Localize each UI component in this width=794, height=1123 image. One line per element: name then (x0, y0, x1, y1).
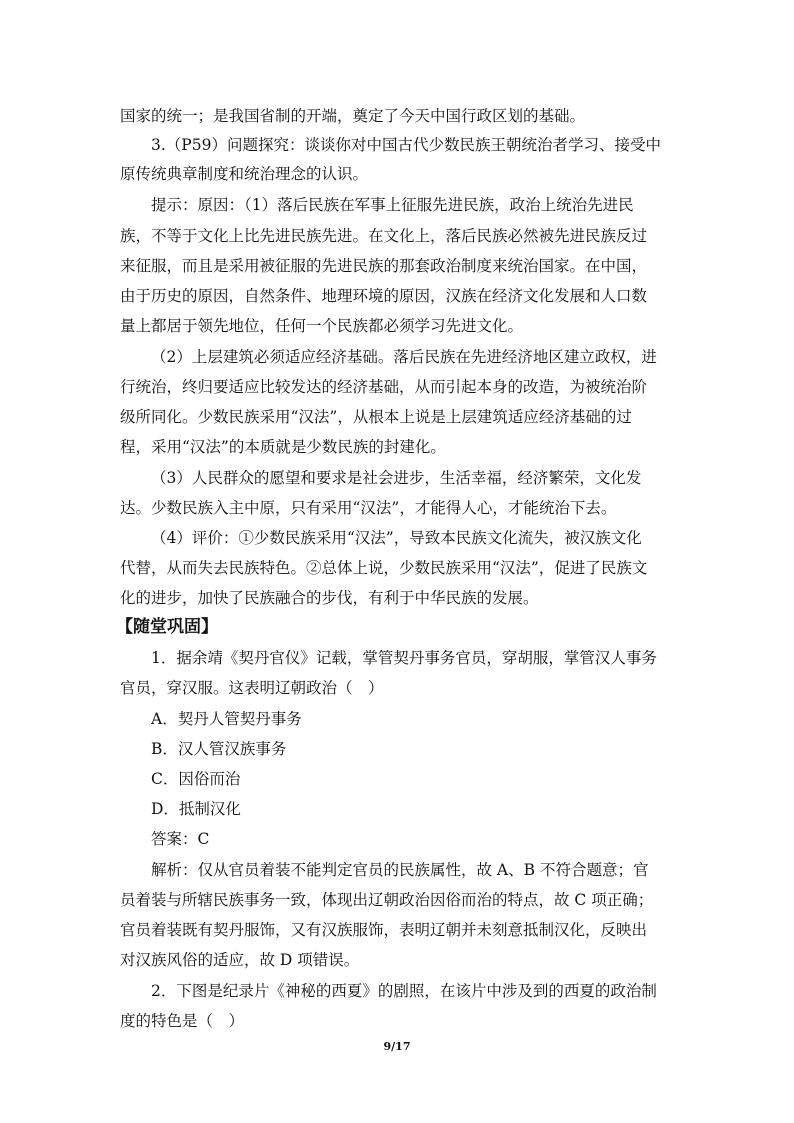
text-line: 行统治，终归要适应比较发达的经济基础，从而引起本身的改造，为被统治阶 (120, 378, 648, 396)
text-line: 化的进步，加快了民族融合的步伐，有利于中华民族的发展。 (120, 589, 539, 607)
text-line: 对汉族风俗的适应，故 D 项错误。 (120, 951, 360, 969)
point-4: （4）评价：①少数民族采用“汉法”，导致本民族文化流失，被汉族文化 (151, 529, 642, 547)
text-line: 原传统典章制度和统治理念的认识。 (120, 165, 369, 183)
text-line: 度的特色是（ ） (120, 1012, 245, 1030)
option-b: B．汉人管汉族事务 (151, 740, 287, 758)
question-2: 2．下图是纪录片《神秘的西夏》的剧照，在该片中涉及到的西夏的政治制 (151, 982, 657, 1000)
text-line: 官员着装既有契丹服饰，又有汉族服饰，表明辽朝并未刻意抵制汉化，反映出 (120, 921, 648, 939)
text-line: 官员，穿汉服。这表明辽朝政治（ ） (120, 679, 384, 697)
text-line: 达。少数民族入主中原，只有采用“汉法”，才能得人心，才能统治下去。 (120, 499, 617, 517)
hint-paragraph: 提示：原因：（1）落后民族在军事上征服先进民族，政治上统治先进民 (151, 196, 634, 214)
question-1: 1．据余靖《契丹官仪》记载，掌管契丹事务官员，穿胡服，掌管汉人事务 (151, 649, 657, 667)
text-line: 程，采用“汉法”的本质就是少数民族的封建化。 (120, 438, 446, 456)
question-3: 3.（P59）问题探究：谈谈你对中国古代少数民族王朝统治者学习、接受中 (151, 136, 661, 154)
text-line: 国家的统一；是我国省制的开端，奠定了今天中国行政区划的基础。 (120, 107, 586, 125)
point-2: （2）上层建筑必须适应经济基础。落后民族在先进经济地区建立政权，进 (151, 348, 657, 366)
option-a: A．契丹人管契丹事务 (151, 710, 302, 728)
option-c: C．因俗而治 (151, 770, 241, 788)
text-line: 级所同化。少数民族采用“汉法”，从根本上说是上层建筑适应经济基础的过 (120, 408, 632, 426)
section-heading: 【随堂巩固】 (116, 617, 218, 637)
text-line: 量上都居于领先地位，任何一个民族都必须学习先进文化。 (120, 317, 524, 335)
answer: 答案：C (151, 830, 210, 848)
text-line: 来征服，而且是采用被征服的先进民族的那套政治制度来统治国家。在中国， (120, 257, 648, 275)
text-line: 代替，从而失去民族特色。②总体上说，少数民族采用“汉法”，促进了民族文 (120, 559, 648, 577)
text-line: 由于历史的原因，自然条件、地理环境的原因，汉族在经济文化发展和人口数 (120, 287, 648, 305)
text-line: 族，不等于文化上比先进民族先进。在文化上，落后民族必然被先进民族反过 (120, 227, 648, 245)
analysis: 解析：仅从官员着装不能判定官员的民族属性，故 A、B 不符合题意；官 (151, 861, 649, 879)
option-d: D．抵制汉化 (151, 800, 241, 818)
text-line: 员着装与所辖民族事务一致，体现出辽朝政治因俗而治的特点，故 C 项正确； (120, 891, 654, 909)
point-3: （3）人民群众的愿望和要求是社会进步，生活幸福，经济繁荣，文化发 (151, 469, 642, 487)
page-number: 9/17 (383, 1040, 411, 1053)
